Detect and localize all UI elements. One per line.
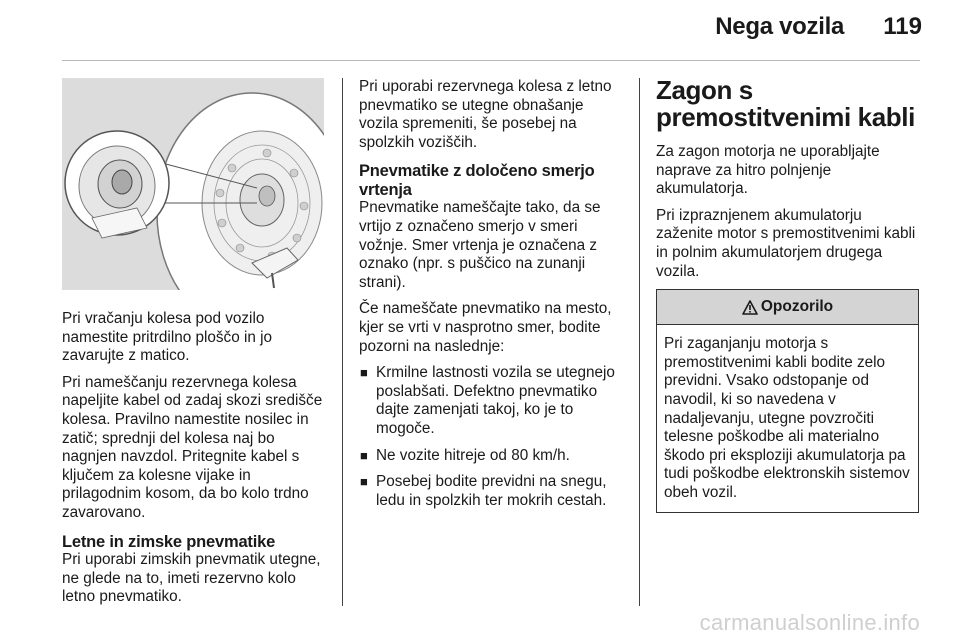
warning-title: Opozorilo xyxy=(760,297,834,315)
spare-wheel-illustration xyxy=(62,78,324,290)
column-1 xyxy=(62,78,326,615)
subheading: Pnevmatike z določeno smerjo vrtenja xyxy=(359,162,595,199)
watermark: carmanualsonline.info xyxy=(699,610,920,635)
paragraph: Pnevmatike nameščajte tako, da se vrtijo z označeno smerjo v smeri vožnje. Smer vrtenja je označena z oznako (npr. s puščico na zunanji strani). xyxy=(359,199,601,291)
warning-header xyxy=(657,290,918,325)
column-divider xyxy=(342,78,343,606)
subheading: Letne in zimske pnevmatike xyxy=(62,532,276,551)
warning-box xyxy=(656,289,919,512)
warning-text: Pri zaganjanju motorja s premostitvenimi kabli bodite zelo previdni. Vsako odstopanje od navodil, ki so navedena v nadaljevanju, utegne povzročiti telesne poškodbe ali materialno škodo pri eksploziji akumulatorja pa tudi poškodbe elektronskih sistemov obeh vozil. xyxy=(664,335,910,501)
column-2 xyxy=(359,78,625,518)
paragraph: Če nameščate pnevmatiko na mesto, kjer se vrti v nasprotno smer, bodite pozorni na naslednje: xyxy=(359,300,612,355)
bullet-list xyxy=(359,364,625,510)
paragraph: Za zagon motorja ne uporabljajte naprave za hitro polnjenje akumulatorja. xyxy=(656,143,880,198)
bullet-icon: ■ xyxy=(360,365,368,381)
column-3 xyxy=(656,77,919,513)
bullet-icon: ■ xyxy=(360,474,368,490)
list-item: ■ Krmilne lastnosti vozila se utegnejo poslabšati. Defektno pnevmatiko dajte zamenjati takoj, ko je to mogoče. xyxy=(360,364,615,437)
page-number: 119 xyxy=(883,13,922,40)
column-divider xyxy=(639,78,640,606)
paragraph: Pri vračanju kolesa pod vozilo namestite pritrdilno ploščo in jo zavarujte z matico. xyxy=(62,310,273,365)
paragraph: Pri uporabi rezervnega kolesa z letno pnevmatiko se utegne obnašanje vozila spremeniti, še posebej na spolzkih voziščih. xyxy=(359,78,612,151)
paragraph: Pri izpraznjenem akumulatorju zaženite motor s premostitvenimi kabli in polnim akumulatorjem drugega vozila. xyxy=(656,206,916,280)
header-divider xyxy=(62,60,920,61)
section-heading: Zagon s premostitvenimi kabli xyxy=(656,75,915,132)
paragraph: Pri uporabi zimskih pnevmatik utegne, ne glede na to, imeti rezervno kolo letno pnevmatiko. xyxy=(62,551,321,606)
section-title: Nega vozila xyxy=(715,13,844,40)
list-item: ■ Ne vozite hitreje od 80 km/h. xyxy=(360,446,570,464)
warning-triangle-icon xyxy=(742,300,758,315)
paragraph: Pri nameščanju rezervnega kolesa napeljite kabel od zadaj skozi središče kolesa. Pravilno namestite nosilec in zatič; sprednji del kolesa naj bo nagnjen navzdol. Pritegnite kabel s ključem za kolesne vijake in prilagodnim kosom, da bo kolo trdno zavarovano. xyxy=(62,373,323,521)
list-item: ■ Posebej bodite previdni na snegu, ledu in spolzkih ter mokrih cestah. xyxy=(360,473,607,509)
bullet-icon: ■ xyxy=(360,447,368,463)
